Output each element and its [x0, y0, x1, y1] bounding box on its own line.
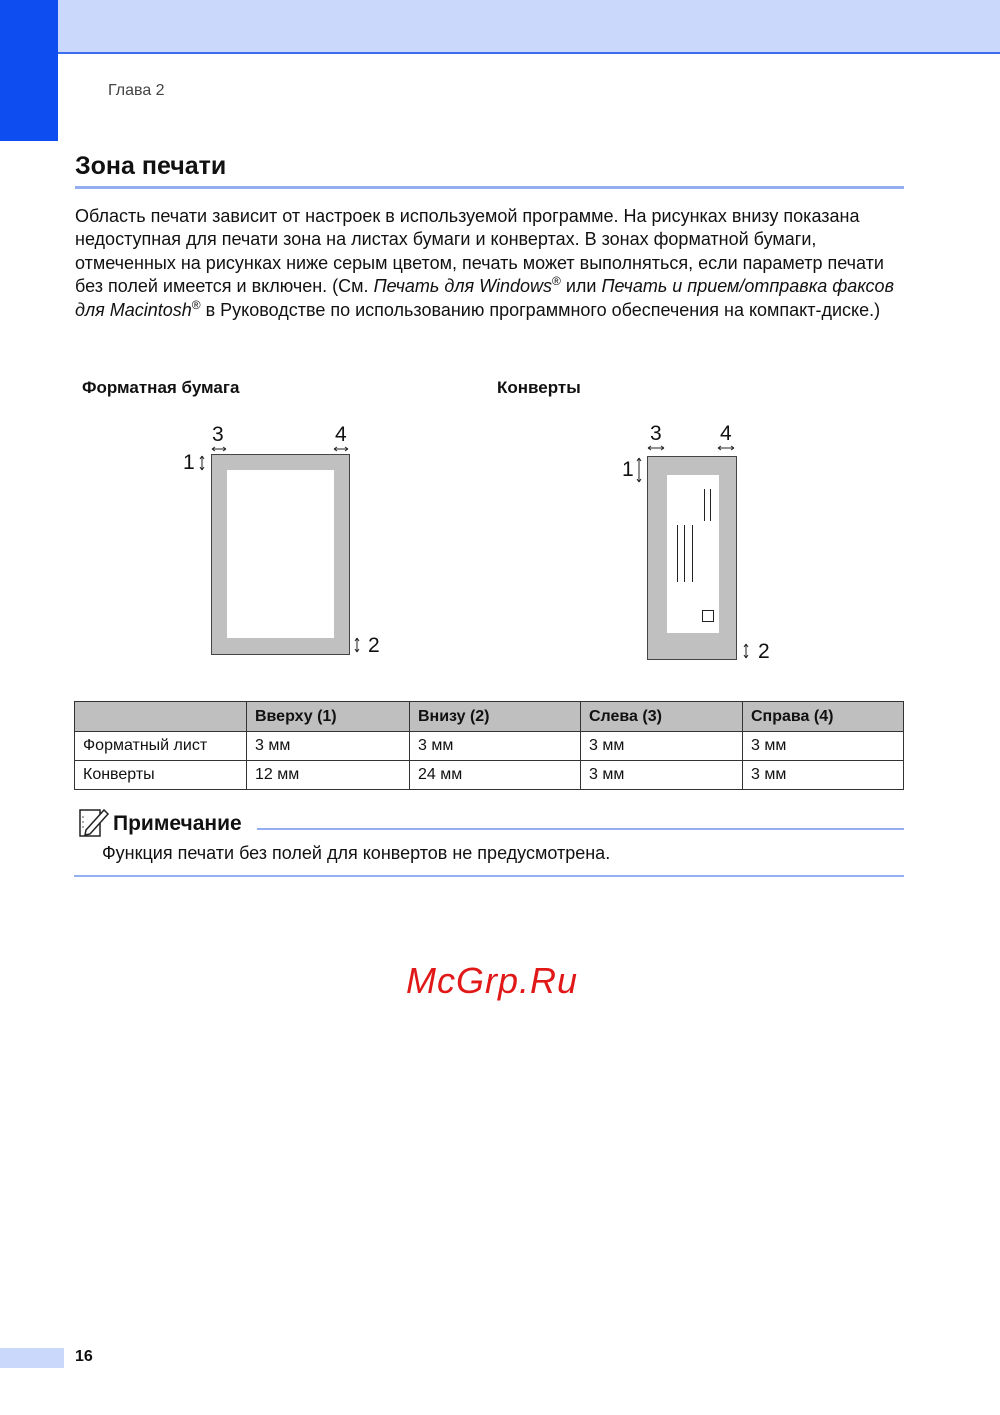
chapter-label: Глава 2: [108, 82, 165, 99]
reference-link: Печать и прием/отправка факсов для Macintosh: [75, 276, 894, 320]
horizontal-arrow-icon: [647, 445, 665, 451]
address-lines: [677, 525, 693, 582]
text: или: [560, 276, 602, 297]
horizontal-arrow-icon: [211, 446, 227, 452]
note-title: Примечание: [113, 812, 242, 835]
label-4: 4: [720, 422, 732, 445]
table-cell: 3 мм: [743, 732, 904, 761]
note-divider: [257, 828, 904, 830]
table-cell: 24 мм: [410, 761, 581, 790]
stamp-box: [702, 610, 714, 622]
printable-area: [667, 475, 719, 633]
printable-area: [227, 470, 334, 638]
vertical-arrow-icon: [199, 455, 205, 471]
table-cell: Конверты: [75, 761, 247, 790]
table-cell: 3 мм: [743, 761, 904, 790]
label-4: 4: [335, 423, 347, 446]
address-lines: [704, 489, 711, 521]
label-3: 3: [650, 422, 662, 445]
table-cell: 3 мм: [247, 732, 410, 761]
section-title: Зона печати: [75, 152, 227, 180]
column-header: Слева (3): [581, 702, 743, 732]
column-header: [75, 702, 247, 732]
table-header-row: [75, 702, 904, 732]
table-row: [75, 732, 904, 761]
label-1: 1: [183, 451, 195, 474]
footer-bar: [0, 1348, 64, 1368]
reference-link: Печать для Windows: [373, 276, 552, 297]
table-cell: Форматный лист: [75, 732, 247, 761]
label-2: 2: [758, 640, 770, 663]
registered-mark: ®: [191, 297, 201, 312]
page-number: 16: [75, 1348, 93, 1365]
paper-caption: Форматная бумага: [82, 378, 240, 397]
paper-diagram: [211, 454, 350, 655]
vertical-arrow-icon: [354, 637, 360, 653]
body-paragraph: [75, 205, 915, 322]
text: Область печати зависит от настроек в используемой программе. На рисунках внизу показана недоступная для печати зона на листах бумаги и конвертах. В зонах форматной бумаги, отмеченных на рисунках ниже серым цветом, печать может выполняться, если параметр печати без полей имеется и включен. (См.: [75, 206, 884, 297]
column-header: Внизу (2): [410, 702, 581, 732]
envelope-diagram: [647, 456, 737, 660]
registered-mark: ®: [551, 274, 561, 289]
label-3: 3: [212, 423, 224, 446]
title-divider: [75, 186, 904, 189]
label-2: 2: [368, 634, 380, 657]
label-1: 1: [622, 458, 634, 481]
text: в Руководстве по использованию программного обеспечения на компакт-диске.): [200, 299, 881, 320]
envelope-caption: Конверты: [497, 378, 581, 397]
vertical-arrow-icon: [636, 457, 642, 483]
header-bar: [58, 0, 1000, 54]
note-pencil-icon: [78, 806, 110, 838]
note-text: Функция печати без полей для конвертов не предусмотрена.: [102, 843, 611, 863]
table-cell: 3 мм: [581, 761, 743, 790]
table-row: [75, 761, 904, 790]
note-bottom-divider: [74, 875, 904, 877]
vertical-arrow-icon: [743, 643, 749, 659]
table-cell: 3 мм: [410, 732, 581, 761]
column-header: Справа (4): [743, 702, 904, 732]
margins-table: [74, 701, 904, 790]
horizontal-arrow-icon: [333, 446, 349, 452]
table-cell: 3 мм: [581, 732, 743, 761]
watermark: McGrp.Ru: [406, 960, 579, 1001]
table-cell: 12 мм: [247, 761, 410, 790]
horizontal-arrow-icon: [717, 445, 735, 451]
chapter-tab: [0, 0, 58, 141]
column-header: Вверху (1): [247, 702, 410, 732]
